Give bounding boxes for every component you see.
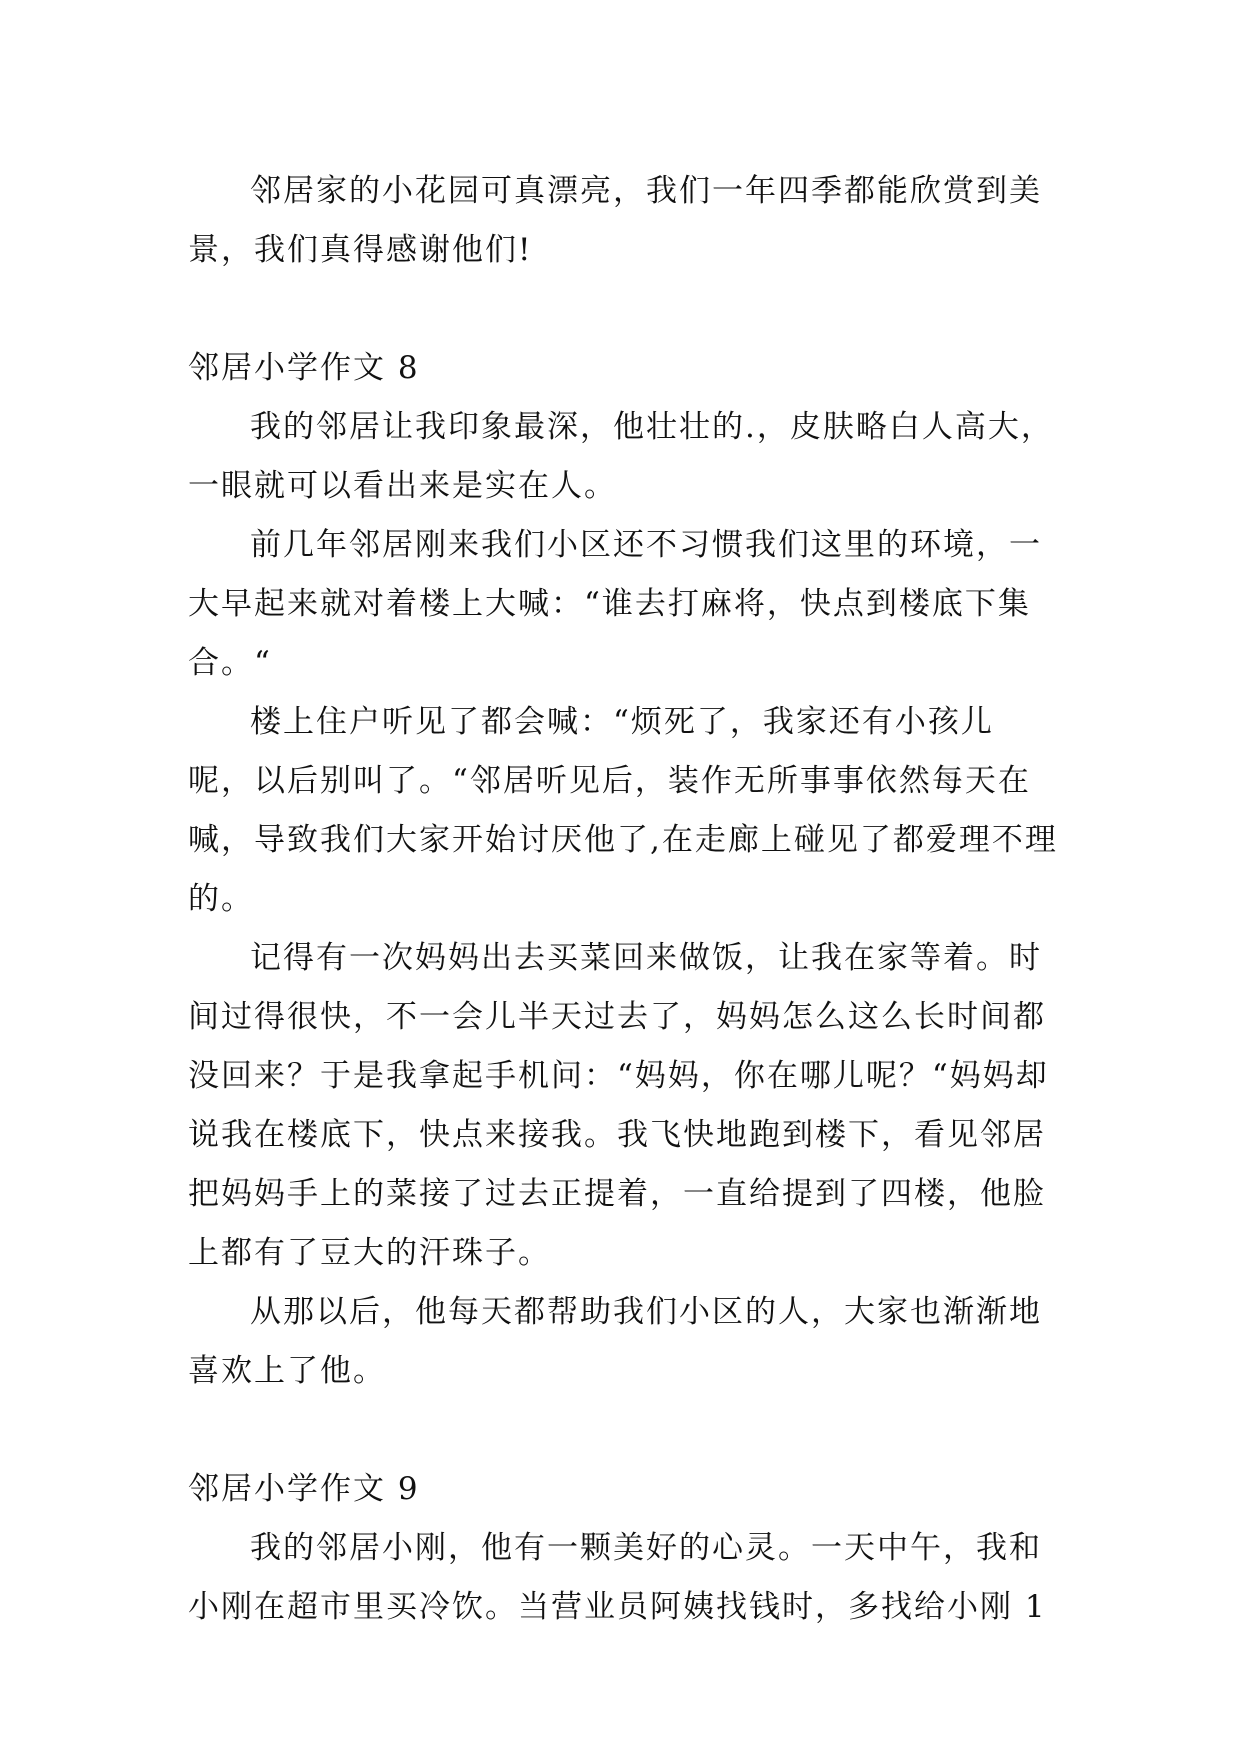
section-8-title: 邻居小学作文 8 — [188, 350, 420, 386]
section-gap — [188, 280, 1058, 339]
section-9-paragraph-1: 我的邻居小刚，他有一颗美好的心灵。一天中午，我和小刚在超市里买冷饮。当营业员阿姨找钱时，多找给小刚 1 — [188, 1530, 1047, 1625]
paragraph-garden: 邻居家的小花园可真漂亮，我们一年四季都能欣赏到美景，我们真得感谢他们! — [188, 173, 1042, 268]
section-gap — [188, 1401, 1058, 1460]
section-8-paragraph-5: 从那以后，他每天都帮助我们小区的人，大家也渐渐地喜欢上了他。 — [188, 1294, 1042, 1389]
section-9-title: 邻居小学作文 9 — [188, 1471, 420, 1507]
document-body — [188, 162, 1058, 1637]
section-8-paragraph-4: 记得有一次妈妈出去买菜回来做饭，让我在家等着。时间过得很快，不一会儿半天过去了，妈妈怎么这么长时间都没回来？于是我拿起手机问：“妈妈，你在哪儿呢？“妈妈却说我在楼底下，快点来接我。我飞快地跑到楼下，看见邻居把妈妈手上的菜接了过去正提着，一直给提到了四楼，他脸上都有了豆大的汗珠子。 — [188, 940, 1049, 1271]
section-8-paragraph-3: 楼上住户听见了都会喊：“烦死了，我家还有小孩儿呢，以后别叫了。“邻居听见后，装作无所事事依然每天在喊，导致我们大家开始讨厌他了,在走廊上碰见了都爱理不理的。 — [188, 704, 1058, 917]
section-8-paragraph-2: 前几年邻居刚来我们小区还不习惯我们这里的环境，一大早起来就对着楼上大喊：“谁去打麻将，快点到楼底下集合。“ — [188, 527, 1042, 681]
section-8-paragraph-1: 我的邻居让我印象最深，他壮壮的.，皮肤略白人高大，一眼就可以看出来是实在人。 — [188, 409, 1054, 504]
